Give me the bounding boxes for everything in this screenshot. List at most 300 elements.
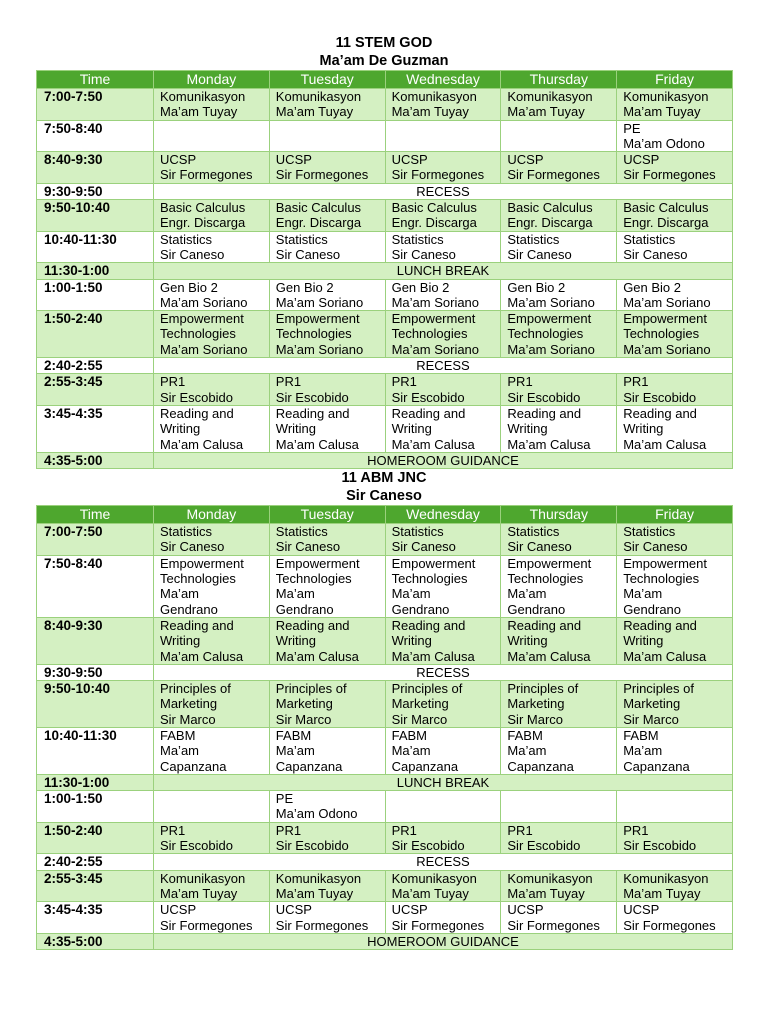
class-cell <box>269 902 385 934</box>
class-cell-line: Sir Formegones <box>160 917 253 933</box>
class-cell-line: Statistics <box>275 524 328 540</box>
class-cell-line: Reading and <box>275 405 350 421</box>
class-cell-line: Sir Caneso <box>160 539 225 555</box>
class-cell <box>617 727 733 774</box>
class-cell <box>385 405 501 452</box>
class-cell-line: UCSP <box>160 902 197 918</box>
class-cell <box>385 311 501 358</box>
class-cell-line: Technologies <box>507 571 584 587</box>
class-cell-line: Sir Escobido <box>623 389 697 405</box>
class-cell <box>385 374 501 406</box>
class-cell-line: Sir Caneso <box>275 539 341 555</box>
class-cell <box>501 152 617 184</box>
class-cell-line: Ma’am Tuyay <box>391 104 469 120</box>
class-cell <box>385 89 501 121</box>
class-cell <box>501 555 617 617</box>
class-cell-line: Technologies <box>507 326 584 342</box>
class-cell-line: Ma’am Tuyay <box>275 885 354 901</box>
class-cell-line: Ma’am <box>160 586 200 602</box>
class-cell-line: Technologies <box>391 326 468 342</box>
class-cell <box>154 681 270 728</box>
class-cell-line: Sir Formegones <box>391 167 485 183</box>
class-cell-line: Capanzana <box>160 758 227 774</box>
class-cell <box>154 405 270 452</box>
header-tuesday: Tuesday <box>269 71 385 89</box>
class-cell-line: Statistics <box>391 524 444 540</box>
time-cell: 3:45-4:35 <box>37 902 154 934</box>
class-cell <box>154 524 270 556</box>
class-cell-line: Technologies <box>275 326 352 342</box>
class-cell <box>269 555 385 617</box>
class-cell-line: Basic Calculus <box>391 200 477 216</box>
class-cell <box>154 555 270 617</box>
table-row <box>37 279 733 311</box>
class-cell <box>154 152 270 184</box>
class-cell-line: UCSP <box>623 152 660 168</box>
class-cell-line: Ma’am <box>507 743 547 759</box>
class-cell <box>617 89 733 121</box>
class-cell <box>501 791 617 823</box>
class-cell-line: Komunikasyon <box>391 89 477 104</box>
class-cell-line: Komunikasyon <box>160 870 246 886</box>
class-cell-line: Marketing <box>391 696 449 712</box>
class-cell-line: Ma’am <box>160 743 200 759</box>
table-row <box>37 664 733 680</box>
break-cell: HOMEROOM GUIDANCE <box>154 452 733 468</box>
class-cell-line: Marketing <box>623 696 681 712</box>
class-cell-line: Statistics <box>391 231 444 247</box>
class-cell <box>154 822 270 854</box>
class-cell <box>617 200 733 232</box>
class-cell-line: Ma’am Tuyay <box>507 885 585 901</box>
class-cell <box>617 524 733 556</box>
class-cell-line: Statistics <box>623 524 676 540</box>
section-adviser: Ma’am De Guzman <box>319 53 449 69</box>
table-row <box>37 617 733 664</box>
class-cell-line: Writing <box>275 633 317 649</box>
class-cell <box>385 231 501 263</box>
class-cell <box>501 89 617 121</box>
class-cell-line: Engr. Discarga <box>623 215 709 231</box>
class-cell <box>385 120 501 152</box>
class-cell-line: Writing <box>623 633 664 649</box>
class-cell <box>617 311 733 358</box>
class-cell <box>501 617 617 664</box>
class-cell-line: Gendrano <box>275 601 334 617</box>
table-row <box>37 681 733 728</box>
class-cell-line: Statistics <box>160 524 213 540</box>
class-cell-line: Empowerment <box>275 555 360 571</box>
class-cell-line: Ma’am Calusa <box>275 648 359 664</box>
class-cell-line: Writing <box>275 421 317 437</box>
class-cell-line: Ma’am <box>507 586 547 602</box>
class-cell-line: Capanzana <box>275 758 343 774</box>
section-title: 11 ABM JNC <box>341 470 427 487</box>
class-cell-line: Sir Caneso <box>275 246 341 262</box>
class-cell-line: Sir Formegones <box>391 917 485 933</box>
class-cell-line: Sir Marco <box>275 711 332 727</box>
class-cell-line: UCSP <box>160 152 197 168</box>
class-cell-line: Sir Escobido <box>275 838 349 854</box>
time-cell: 1:50-2:40 <box>37 311 154 358</box>
class-cell-line: Technologies <box>623 326 700 342</box>
table-row <box>37 152 733 184</box>
class-cell-line: Gendrano <box>160 601 218 617</box>
class-cell <box>385 617 501 664</box>
class-cell-line: Technologies <box>623 571 700 587</box>
class-cell <box>617 374 733 406</box>
class-cell-line: Marketing <box>275 696 333 712</box>
class-cell-line: Basic Calculus <box>275 200 362 216</box>
class-cell-line: Ma’am Odono <box>623 135 705 151</box>
class-cell-line: Ma’am Soriano <box>160 294 248 310</box>
class-cell <box>617 902 733 934</box>
class-cell-line: UCSP <box>391 152 428 168</box>
class-cell-line: Komunikasyon <box>391 870 477 886</box>
class-cell-line: Marketing <box>160 696 218 712</box>
time-cell: 9:30-9:50 <box>37 664 154 680</box>
class-cell-line: Reading and <box>507 405 582 421</box>
time-cell: 7:00-7:50 <box>37 89 154 121</box>
class-cell-line: Ma’am Calusa <box>391 648 475 664</box>
class-cell-line: Ma’am Soriano <box>391 341 480 357</box>
class-cell <box>501 231 617 263</box>
class-cell-line: FABM <box>623 727 659 743</box>
class-cell <box>501 727 617 774</box>
class-cell-line: PE <box>623 120 641 136</box>
class-cell-line: Sir Formegones <box>623 167 716 183</box>
class-cell-line: Engr. Discarga <box>275 215 362 231</box>
class-cell-line: Komunikasyon <box>507 870 593 886</box>
class-cell-line: Ma’am Tuyay <box>391 885 469 901</box>
class-cell <box>617 152 733 184</box>
class-cell-line: PR1 <box>623 374 649 390</box>
class-cell-line: Writing <box>507 421 548 437</box>
class-cell-line: Sir Escobido <box>507 838 581 854</box>
class-cell-line: Reading and <box>275 617 350 633</box>
class-cell <box>269 152 385 184</box>
header-monday: Monday <box>154 71 270 89</box>
class-cell-line: Principles of <box>623 681 694 697</box>
table-row <box>37 405 733 452</box>
schedule-table <box>36 70 733 469</box>
class-cell <box>385 152 501 184</box>
class-cell-line: Reading and <box>160 405 234 421</box>
time-cell: 1:50-2:40 <box>37 822 154 854</box>
class-cell-line: Sir Caneso <box>623 246 688 262</box>
class-cell-line: Empowerment <box>507 311 592 327</box>
class-cell-line: Ma’am <box>623 586 663 602</box>
class-cell-line: Capanzana <box>391 758 459 774</box>
class-cell-line: Sir Formegones <box>507 917 600 933</box>
class-cell-line: Empowerment <box>507 555 592 571</box>
table-row <box>37 89 733 121</box>
class-cell-line: UCSP <box>275 902 312 918</box>
time-cell: 7:50-8:40 <box>37 555 154 617</box>
header-tuesday: Tuesday <box>269 506 385 524</box>
class-cell-line: Sir Marco <box>160 711 216 727</box>
class-cell-line: UCSP <box>275 152 312 168</box>
class-cell-line: Empowerment <box>623 555 707 571</box>
class-cell <box>617 791 733 823</box>
class-cell-line: PR1 <box>623 822 649 838</box>
class-cell-line: Empowerment <box>623 311 707 327</box>
class-cell-line: Gendrano <box>623 601 682 617</box>
table-row <box>37 555 733 617</box>
class-cell <box>501 405 617 452</box>
class-cell <box>269 405 385 452</box>
time-cell: 8:40-9:30 <box>37 617 154 664</box>
class-cell <box>501 200 617 232</box>
class-cell-line: Gen Bio 2 <box>391 279 450 295</box>
header-friday: Friday <box>617 71 733 89</box>
class-cell-line: Statistics <box>160 231 213 247</box>
class-cell-line: Technologies <box>160 326 236 342</box>
class-cell <box>501 279 617 311</box>
class-cell-line: Sir Marco <box>391 711 448 727</box>
class-cell-line: Technologies <box>160 571 236 587</box>
class-cell-line: Reading and <box>623 405 697 421</box>
class-cell-line: Sir Escobido <box>391 389 465 405</box>
class-cell-line: Reading and <box>391 405 466 421</box>
class-cell-line: Principles of <box>507 681 579 697</box>
class-cell-line: FABM <box>160 727 196 743</box>
class-cell-line: PR1 <box>391 822 417 838</box>
class-cell-line: UCSP <box>507 152 544 168</box>
class-cell-line: Komunikasyon <box>160 89 246 104</box>
header-monday: Monday <box>154 506 270 524</box>
class-cell <box>617 120 733 152</box>
class-cell-line: Sir Formegones <box>275 167 369 183</box>
class-cell-line: Marketing <box>507 696 565 712</box>
class-cell <box>501 524 617 556</box>
class-cell-line: Sir Marco <box>623 711 679 727</box>
class-cell <box>617 681 733 728</box>
time-cell: 10:40-11:30 <box>37 727 154 774</box>
class-cell <box>385 902 501 934</box>
table-row <box>37 822 733 854</box>
class-cell-line: Ma’am <box>391 743 431 759</box>
class-cell <box>385 727 501 774</box>
class-cell-line: Ma’am Tuyay <box>623 885 701 901</box>
time-cell: 4:35-5:00 <box>37 933 154 949</box>
class-cell <box>501 822 617 854</box>
class-cell-line: Empowerment <box>160 555 244 571</box>
class-cell-line: Sir Formegones <box>623 917 716 933</box>
table-row <box>37 452 733 468</box>
break-cell: RECESS <box>154 854 733 870</box>
class-cell-line: Statistics <box>507 231 560 247</box>
class-cell <box>617 870 733 902</box>
class-cell-line: Sir Caneso <box>623 539 688 555</box>
class-cell <box>154 279 270 311</box>
class-cell <box>385 279 501 311</box>
table-row <box>37 727 733 774</box>
class-cell-line: Reading and <box>623 617 697 633</box>
class-cell-line: Sir Formegones <box>160 167 253 183</box>
class-cell-line: Writing <box>507 633 548 649</box>
class-cell-line: Writing <box>160 421 201 437</box>
table-row <box>37 774 733 790</box>
table-row <box>37 854 733 870</box>
class-cell-line: Sir Escobido <box>391 838 465 854</box>
class-cell <box>385 822 501 854</box>
class-cell <box>501 374 617 406</box>
class-cell-line: Capanzana <box>623 758 690 774</box>
class-cell-line: FABM <box>507 727 543 743</box>
time-cell: 9:50-10:40 <box>37 200 154 232</box>
break-cell: HOMEROOM GUIDANCE <box>154 933 733 949</box>
class-cell <box>154 374 270 406</box>
class-cell <box>385 200 501 232</box>
time-cell: 2:40-2:55 <box>37 358 154 374</box>
table-row <box>37 902 733 934</box>
class-cell <box>154 231 270 263</box>
header-wednesday: Wednesday <box>385 506 501 524</box>
schedule-table <box>36 505 733 950</box>
class-cell-line: Reading and <box>391 617 466 633</box>
break-cell: RECESS <box>154 358 733 374</box>
class-cell-line: Ma’am Tuyay <box>160 885 238 901</box>
class-cell <box>269 89 385 121</box>
class-cell <box>385 870 501 902</box>
class-cell-line: Ma’am Calusa <box>507 436 591 452</box>
class-cell-line: Komunikasyon <box>507 89 593 104</box>
class-cell-line: Ma’am Soriano <box>507 294 595 310</box>
class-cell-line: PR1 <box>160 374 186 390</box>
class-cell <box>154 870 270 902</box>
class-cell-line: PR1 <box>391 374 417 390</box>
table-row <box>37 358 733 374</box>
time-cell: 10:40-11:30 <box>37 231 154 263</box>
class-cell <box>269 822 385 854</box>
break-cell: RECESS <box>154 183 733 199</box>
class-cell-line: Ma’am Soriano <box>391 294 480 310</box>
class-cell-line: Gen Bio 2 <box>275 279 334 295</box>
class-cell <box>154 902 270 934</box>
class-cell-line: Principles of <box>391 681 463 697</box>
table-row <box>37 933 733 949</box>
class-cell-line: Statistics <box>623 231 676 247</box>
table-row <box>37 183 733 199</box>
class-cell <box>269 374 385 406</box>
class-cell-line: Engr. Discarga <box>160 215 246 231</box>
table-row <box>37 311 733 358</box>
class-cell-line: Sir Escobido <box>160 838 233 854</box>
class-cell-line: Writing <box>391 633 432 649</box>
class-cell-line: Ma’am <box>623 743 663 759</box>
class-cell <box>269 311 385 358</box>
time-cell: 7:00-7:50 <box>37 524 154 556</box>
class-cell-line: Ma’am <box>391 586 431 602</box>
class-cell-line: Komunikasyon <box>623 870 709 886</box>
class-cell-line: Sir Escobido <box>507 389 581 405</box>
header-time: Time <box>37 71 154 89</box>
class-cell-line: Gendrano <box>507 601 566 617</box>
class-cell-line: Ma’am Calusa <box>391 436 475 452</box>
table-row <box>37 231 733 263</box>
class-cell-line: Sir Caneso <box>160 246 225 262</box>
class-cell <box>154 617 270 664</box>
table-row <box>37 200 733 232</box>
table-row <box>37 263 733 279</box>
class-cell-line: Ma’am Calusa <box>507 648 591 664</box>
table-row <box>37 870 733 902</box>
class-cell-line: Ma’am Tuyay <box>623 104 701 120</box>
class-cell-line: Capanzana <box>507 758 574 774</box>
table-row <box>37 374 733 406</box>
time-cell: 1:00-1:50 <box>37 279 154 311</box>
table-header-row <box>37 71 733 89</box>
class-cell-line: Principles of <box>275 681 347 697</box>
class-cell-line: UCSP <box>391 902 428 918</box>
time-cell: 1:00-1:50 <box>37 791 154 823</box>
class-cell <box>501 870 617 902</box>
break-cell: LUNCH BREAK <box>154 774 733 790</box>
class-cell-line: Technologies <box>391 571 468 587</box>
break-cell: RECESS <box>154 664 733 680</box>
time-cell: 2:55-3:45 <box>37 870 154 902</box>
class-cell-line: Gen Bio 2 <box>623 279 682 295</box>
time-cell: 9:30-9:50 <box>37 183 154 199</box>
class-cell-line: Empowerment <box>391 311 476 327</box>
break-cell: LUNCH BREAK <box>154 263 733 279</box>
time-cell: 11:30-1:00 <box>37 774 154 790</box>
class-cell-line: Statistics <box>275 231 328 247</box>
class-cell <box>501 311 617 358</box>
class-cell <box>385 524 501 556</box>
class-cell-line: Ma’am Tuyay <box>160 104 238 120</box>
class-cell-line: Ma’am Soriano <box>507 341 595 357</box>
time-cell: 2:55-3:45 <box>37 374 154 406</box>
class-cell-line: PR1 <box>275 822 302 838</box>
class-cell-line: Writing <box>623 421 664 437</box>
class-cell-line: Komunikasyon <box>275 89 362 104</box>
time-cell: 2:40-2:55 <box>37 854 154 870</box>
class-cell <box>385 791 501 823</box>
class-cell <box>617 822 733 854</box>
class-cell <box>269 727 385 774</box>
class-cell-line: Gen Bio 2 <box>507 279 566 295</box>
class-cell <box>617 617 733 664</box>
class-cell-line: Ma’am Calusa <box>160 436 244 452</box>
class-cell-line: Sir Escobido <box>160 389 233 405</box>
class-cell <box>617 555 733 617</box>
class-cell <box>385 555 501 617</box>
class-cell <box>269 200 385 232</box>
class-cell <box>501 120 617 152</box>
class-cell-line: Reading and <box>160 617 234 633</box>
class-cell-line: Principles of <box>160 681 231 697</box>
section-title: 11 STEM GOD <box>335 35 433 51</box>
class-cell-line: Sir Formegones <box>275 917 369 933</box>
class-cell <box>269 791 385 823</box>
class-cell-line: Writing <box>391 421 432 437</box>
class-cell <box>617 405 733 452</box>
header-friday: Friday <box>617 506 733 524</box>
class-cell <box>154 200 270 232</box>
class-cell-line: Statistics <box>507 524 560 540</box>
class-cell-line: Engr. Discarga <box>507 215 593 231</box>
table-row <box>37 791 733 823</box>
class-cell <box>154 791 270 823</box>
class-cell <box>154 120 270 152</box>
class-cell-line: UCSP <box>623 902 660 918</box>
class-cell-line: Sir Formegones <box>507 167 600 183</box>
class-cell-line: FABM <box>275 727 312 743</box>
class-cell-line: Sir Caneso <box>507 539 572 555</box>
class-cell-line: Empowerment <box>391 555 476 571</box>
